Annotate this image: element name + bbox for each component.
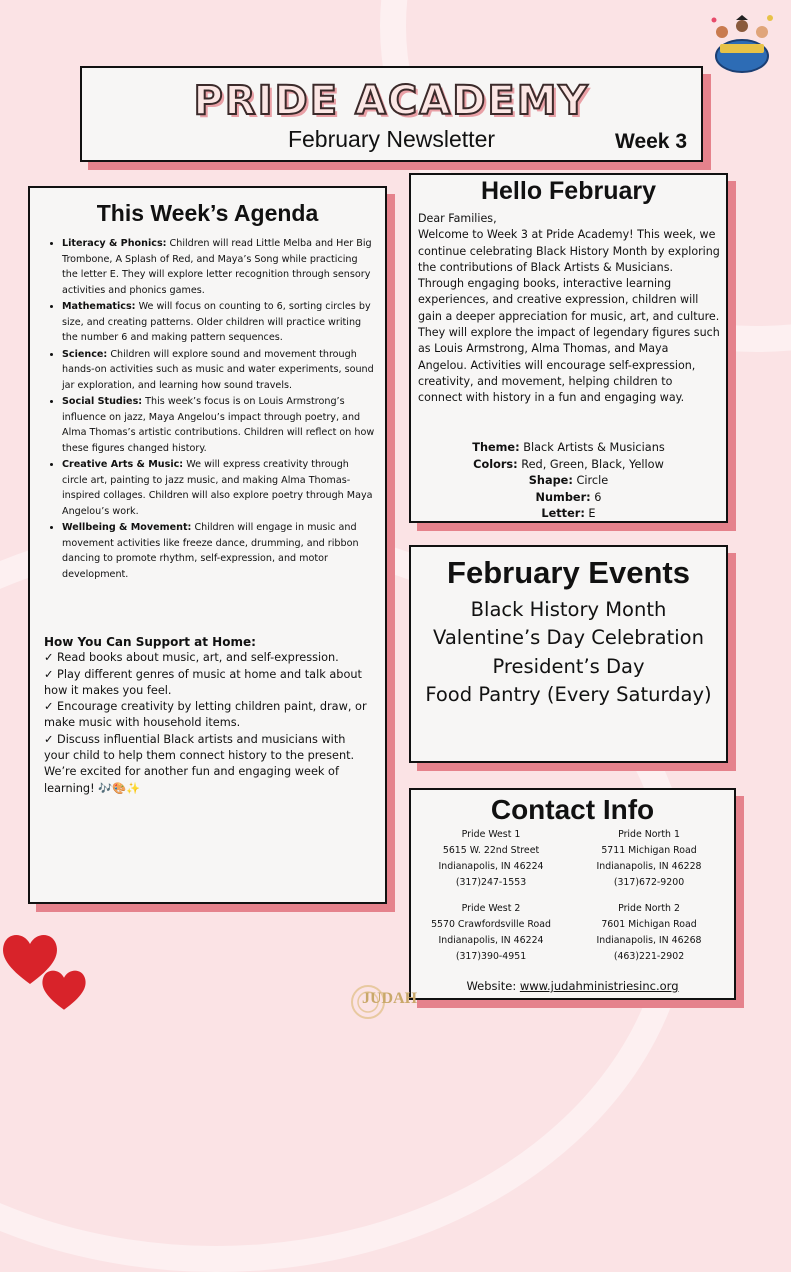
location-city: Indianapolis, IN 46268 — [596, 935, 702, 946]
week-facts — [411, 440, 726, 523]
agenda-item-text: We will focus on counting to 6, sorting circles by size, and creating patterns. Older children will practice writing the number 6 and making pattern sequences. — [62, 301, 371, 343]
location-phone: (317)390-4951 — [455, 951, 527, 962]
website-link[interactable]: www.judahministriesinc.org — [519, 979, 679, 993]
agenda-panel — [28, 186, 387, 904]
agenda-item-text: This week’s focus is on Louis Armstrong’s influence on jazz, Maya Angelou’s impact through poetry, and Alma Thomas’s artistic contributions. Children will reflect on how these figures changed history. — [62, 396, 375, 454]
location-street: 5711 Michigan Road — [601, 845, 697, 856]
events-title: February Events — [447, 555, 690, 590]
fact-label: Theme: — [472, 441, 520, 454]
week-label: Week 3 — [615, 130, 687, 153]
agenda-item-literacy — [62, 236, 375, 298]
agenda-list — [42, 236, 375, 583]
contact-info-panel — [409, 788, 736, 1000]
fact-value: Red, Green, Black, Yellow — [517, 457, 664, 471]
agenda-title: This Week’s Agenda — [96, 200, 319, 226]
location-name: Pride North 2 — [618, 903, 680, 914]
event-item: Food Pantry (Every Saturday) — [425, 682, 712, 706]
fact-value: 6 — [590, 490, 602, 504]
location-pride-west-2 — [416, 901, 566, 965]
pride-academy-globe-logo — [706, 10, 778, 76]
event-item: Valentine’s Day Celebration — [433, 626, 704, 650]
judah-ministries-logo — [348, 976, 416, 1020]
website-label: Website: — [466, 979, 520, 993]
newsletter-subtitle: February Newsletter — [287, 126, 496, 152]
location-phone: (317)672-9200 — [613, 877, 685, 888]
location-street: 5570 Crawfordsville Road — [431, 919, 551, 930]
hello-greeting: Dear Families, — [418, 212, 497, 225]
agenda-item-label: Mathematics: — [62, 301, 136, 312]
agenda-item-text: Children will engage in music and movement activities like freeze dance, drumming, and ribbon dancing to promote rhythm, self-expression, and motor development. — [62, 522, 359, 580]
fact-value: Circle — [572, 474, 609, 487]
location-phone: (317)247-1553 — [455, 877, 527, 888]
location-street: 5615 W. 22nd Street — [442, 845, 540, 856]
february-events-panel — [409, 545, 728, 763]
agenda-item-text: Children will explore sound and movement through hands-on activities such as music and water experiments, sound jar exploration, and learning how sound travels. — [62, 348, 374, 391]
location-name: Pride North 1 — [618, 829, 680, 840]
fact-value: Black Artists & Musicians — [519, 441, 665, 454]
agenda-item-science — [62, 347, 375, 394]
fact-theme — [411, 440, 726, 457]
fact-label: Shape: — [528, 474, 573, 487]
support-item: ✓ Play different genres of music at home and talk about how it makes you feel. — [44, 667, 362, 697]
fact-letter — [411, 506, 726, 523]
agenda-item-mathematics — [62, 299, 375, 346]
agenda-item-label: Literacy & Phonics: — [62, 238, 167, 249]
newsletter-header — [80, 66, 703, 162]
agenda-item-label: Social Studies: — [62, 396, 143, 407]
website-line — [411, 979, 734, 993]
agenda-item-label: Science: — [62, 348, 108, 360]
support-at-home-section — [44, 634, 371, 797]
event-item: President’s Day — [492, 654, 645, 678]
support-heading: How You Can Support at Home: — [44, 635, 256, 649]
hello-body: Welcome to Week 3 at Pride Academy! This week, we continue celebrating Black History Month by exploring the contributions of Black Artists & Musicians. Through engaging books, interactive learning experiences, and creative expression, children will gain a deeper appreciation for music, art, and culture. They will explore the impact of legendary figures such as Louis Armstrong, Alma Thomas, and Maya Angelou. Activities will encourage self-expression, creativity, and movement, helping children to connect with history in a fun and engaging way. — [418, 228, 720, 405]
location-city: Indianapolis, IN 46228 — [596, 861, 702, 872]
event-item: Black History Month — [470, 598, 667, 621]
agenda-item-label: Wellbeing & Movement: — [62, 522, 192, 533]
fact-colors — [411, 457, 726, 474]
hello-title: Hello February — [480, 177, 657, 205]
hello-letter — [418, 211, 720, 407]
fact-shape — [411, 473, 726, 490]
support-item: ✓ Discuss influential Black artists and musicians with your child to help them connect history to the present. — [44, 732, 355, 763]
events-list — [417, 596, 720, 709]
fact-label: Letter: — [541, 507, 585, 520]
footer-logo-text: JUDAH — [362, 990, 418, 1007]
support-item: ✓ Read books about music, art, and self-expression. — [44, 651, 339, 665]
location-pride-west-1 — [416, 827, 566, 891]
fact-value: E — [584, 507, 596, 520]
support-closing: We’re excited for another fun and engaging week of learning! 🎶🎨✨ — [44, 765, 339, 795]
page-title: PRIDE ACADEMY — [193, 78, 590, 124]
location-pride-north-2 — [574, 901, 724, 965]
fact-number — [411, 490, 726, 507]
fact-label: Number: — [535, 490, 591, 504]
fact-label: Colors: — [473, 457, 518, 471]
location-city: Indianapolis, IN 46224 — [438, 935, 544, 946]
hello-february-panel — [409, 173, 728, 523]
agenda-item-label: Creative Arts & Music: — [62, 459, 184, 470]
contact-title: Contact Info — [490, 794, 655, 825]
agenda-item-text: We will express creativity through circle art, painting to jazz music, and making Alma Thomas-inspired collages. Children will also explore poetry through Maya Angelou’s work. — [62, 459, 373, 517]
location-name: Pride West 2 — [461, 903, 521, 914]
support-item: ✓ Encourage creativity by letting children paint, draw, or make music with household items. — [44, 700, 367, 730]
heart-icon — [40, 966, 88, 1012]
agenda-item-wellbeing — [62, 520, 375, 582]
location-pride-north-1 — [574, 827, 724, 891]
location-street: 7601 Michigan Road — [601, 919, 697, 930]
location-city: Indianapolis, IN 46224 — [438, 861, 544, 872]
location-phone: (463)221-2902 — [613, 951, 685, 962]
agenda-item-text: Children will read Little Melba and Her Big Trombone, A Splash of Red, and Maya’s Song while practicing the letter E. They will explore letter recognition through sensory activities and phonics games. — [62, 238, 372, 296]
location-name: Pride West 1 — [461, 829, 521, 840]
agenda-item-social-studies — [62, 394, 375, 456]
agenda-item-creative-arts — [62, 457, 375, 519]
